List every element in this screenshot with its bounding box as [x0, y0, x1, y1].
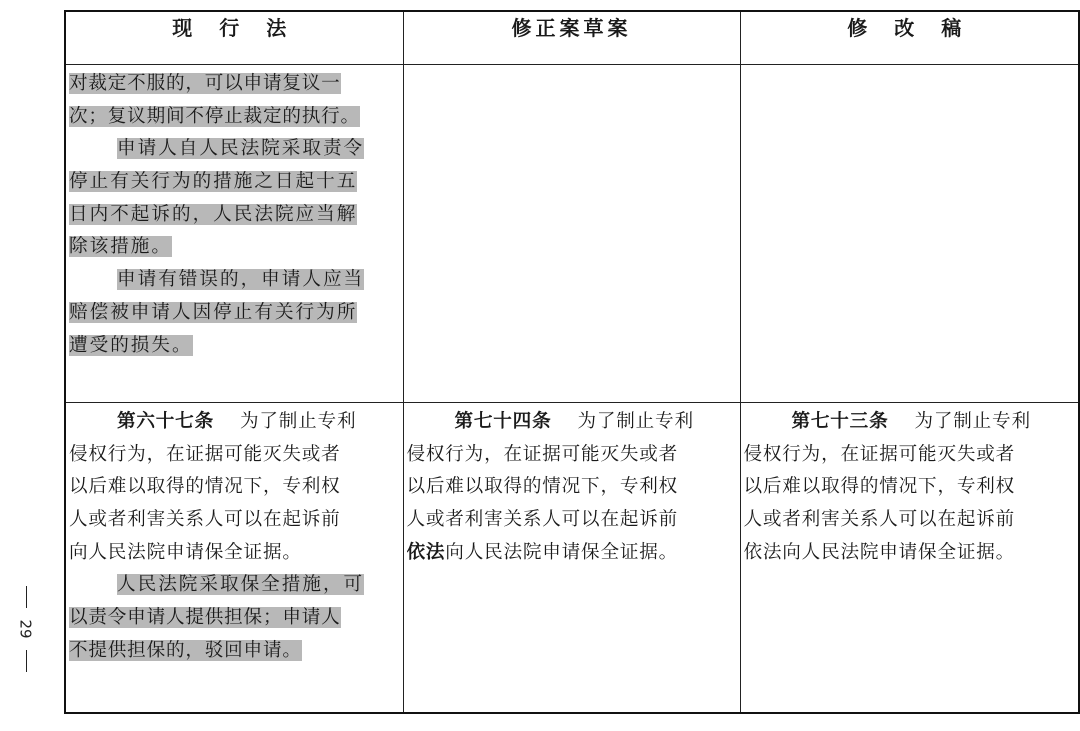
table-row: [65, 65, 1079, 403]
page-number: [14, 586, 38, 706]
page-number-dash-top: [26, 586, 27, 608]
table-row: [65, 403, 1079, 714]
text-line: 以后难以取得的情况下，专利权: [69, 476, 341, 498]
text-line: 为了制止专利: [577, 411, 694, 432]
text-line: 以后难以取得的情况下，专利权: [406, 476, 679, 498]
row2-draft-amendment-cell: [403, 403, 740, 714]
text-line: 侵权行为，在证据可能灭失或者: [743, 443, 1016, 465]
header-row: [65, 11, 1079, 65]
article-number: 第六十七条: [117, 411, 214, 432]
text-line: 依法向人民法院申请保全证据。: [743, 541, 1016, 563]
deleted-text-line: 日内不起诉的，人民法院应当解: [69, 203, 358, 225]
deleted-text-line: 申请人自人民法院采取责令: [117, 138, 365, 160]
row1-draft-amendment-cell: [403, 65, 740, 403]
deleted-text-line: 次；复议期间不停止裁定的执行。: [69, 105, 360, 127]
row1-current-law-cell: [65, 65, 403, 403]
text-line: 人或者利害关系人可以在起诉前: [406, 509, 679, 531]
text-line: 向人民法院申请保全证据。: [69, 541, 302, 563]
text-line: 以后难以取得的情况下，专利权: [743, 476, 1016, 498]
deleted-text-line: 停止有关行为的措施之日起十五: [69, 171, 358, 193]
header-revised-draft: 修 改 稿: [740, 11, 1079, 65]
text-line: 侵权行为，在证据可能灭失或者: [406, 443, 679, 465]
deleted-text-line: 赔偿被申请人因停止有关行为所: [69, 301, 358, 323]
header-current-law: 现 行 法: [65, 11, 403, 65]
article-number: 第七十三条: [791, 411, 889, 432]
row2-revised-draft-cell: [740, 403, 1079, 714]
deleted-text-line: 人民法院采取保全措施，可: [117, 574, 365, 596]
added-text: 依法: [406, 541, 446, 563]
text-line: 人或者利害关系人可以在起诉前: [743, 509, 1016, 531]
page-number-value: 29: [17, 619, 35, 639]
header-draft-amendment: 修正案草案: [403, 11, 740, 65]
row2-current-law-cell: [65, 403, 403, 714]
deleted-text-line: 遭受的损失。: [69, 334, 193, 356]
text-line: 为了制止专利: [239, 411, 357, 432]
deleted-text-line: 对裁定不服的，可以申请复议一: [69, 73, 341, 94]
deleted-text-line: 申请有错误的，申请人应当: [117, 269, 365, 291]
row1-revised-draft-cell: [740, 65, 1079, 403]
comparison-table: [64, 10, 1080, 714]
deleted-text-line: 以责令申请人提供担保；申请人: [69, 607, 341, 629]
text-line: 向人民法院申请保全证据。: [445, 541, 679, 563]
deleted-text-line: 除该措施。: [69, 236, 172, 258]
page-number-dash-bottom: [26, 650, 27, 672]
text-line: 为了制止专利: [914, 411, 1031, 432]
article-number: 第七十四条: [454, 411, 552, 432]
text-line: 侵权行为，在证据可能灭失或者: [69, 443, 341, 465]
text-line: 人或者利害关系人可以在起诉前: [69, 509, 341, 531]
deleted-text-line: 不提供担保的，驳回申请。: [69, 639, 302, 661]
